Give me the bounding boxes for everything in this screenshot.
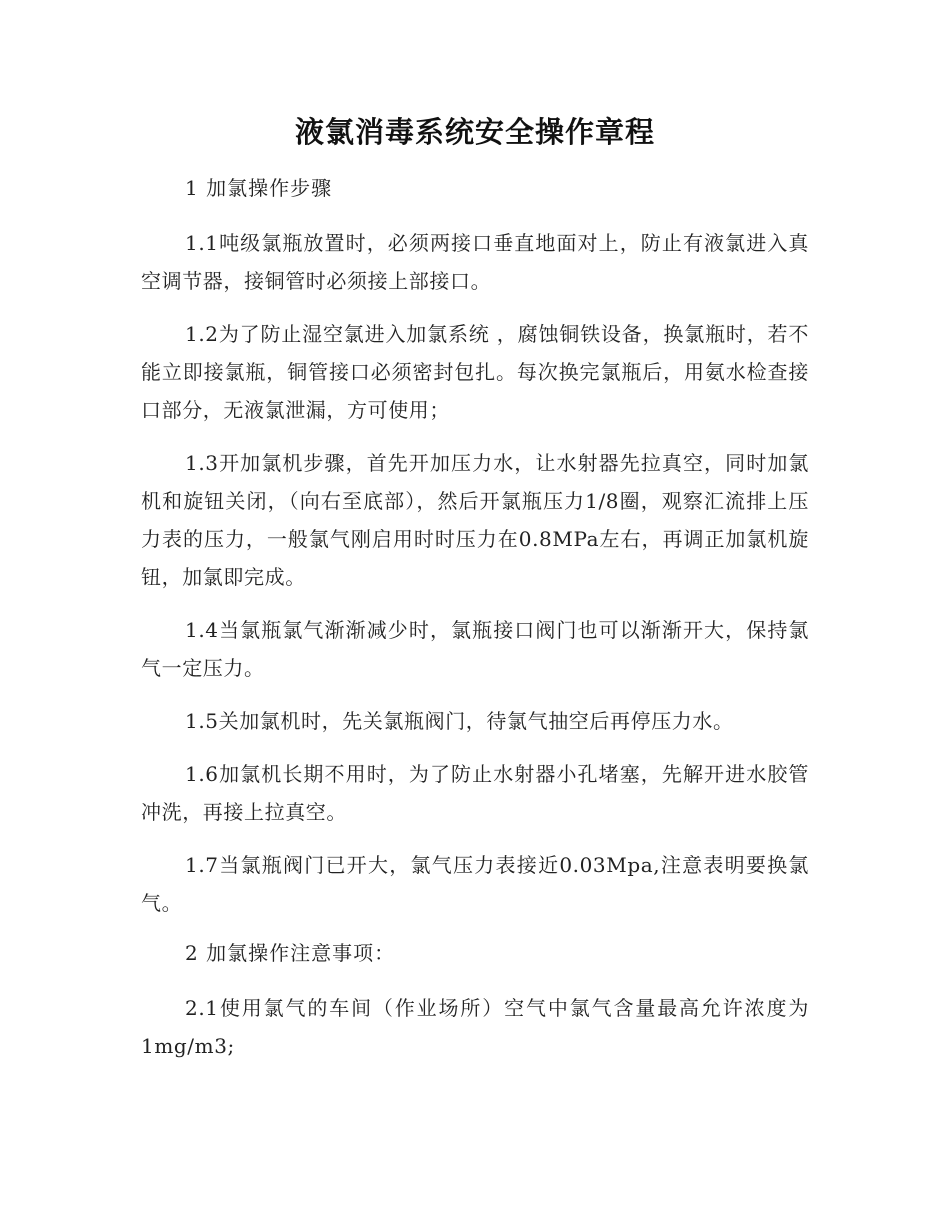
paragraph-2-1: 2.1使用氯气的车间（作业场所）空气中氯气含量最高允许浓度为1mg/m3; <box>141 996 809 1058</box>
paragraph-1-2: 1.2为了防止湿空氯进入加氯系统 ，腐蚀铜铁设备，换氯瓶时，若不能立即接氯瓶，铜管接口必须密封包扎。每次换完氯瓶后，用氨水检查接口部分，无液氯泄漏，方可使用； <box>141 322 809 422</box>
paragraph-1-4: 1.4当氯瓶氯气渐渐减少时，氯瓶接口阀门也可以渐渐开大，保持氯气一定压力。 <box>141 618 809 680</box>
section-2 <box>141 937 809 1065</box>
section-1 <box>141 172 809 922</box>
section-heading: 1 加氯操作步骤 <box>185 176 333 200</box>
paragraph-1-1: 1.1吨级氯瓶放置时，必须两接口垂直地面对上，防止有液氯进入真空调节器，接铜管时必须接上部接口。 <box>141 231 809 293</box>
document-title: 液氯消毒系统安全操作章程 <box>294 115 655 149</box>
paragraph-1-6: 1.6加氯机长期不用时，为了防止水射器小孔堵塞，先解开进水胶管冲洗，再接上拉真空。 <box>141 762 809 824</box>
paragraph-1-5: 1.5关加氯机时，先关氯瓶阀门，待氯气抽空后再停压力水。 <box>185 709 734 733</box>
document-page <box>141 112 809 1080</box>
paragraph-1-7: 1.7当氯瓶阀门已开大，氯气压力表接近0.03Mpa,注意表明要换氯气。 <box>141 853 809 915</box>
section-heading: 2 加氯操作注意事项： <box>185 941 396 965</box>
paragraph-1-3: 1.3开加氯机步骤，首先开加压力水，让水射器先拉真空，同时加氯机和旋钮关闭，（向右至底部），然后开氯瓶压力1/8圈，观察汇流排上压力表的压力，一般氯气刚启用时时压力在0.8MPa左右，再调正加氯机旋钮，加氯即完成。 <box>141 451 809 589</box>
